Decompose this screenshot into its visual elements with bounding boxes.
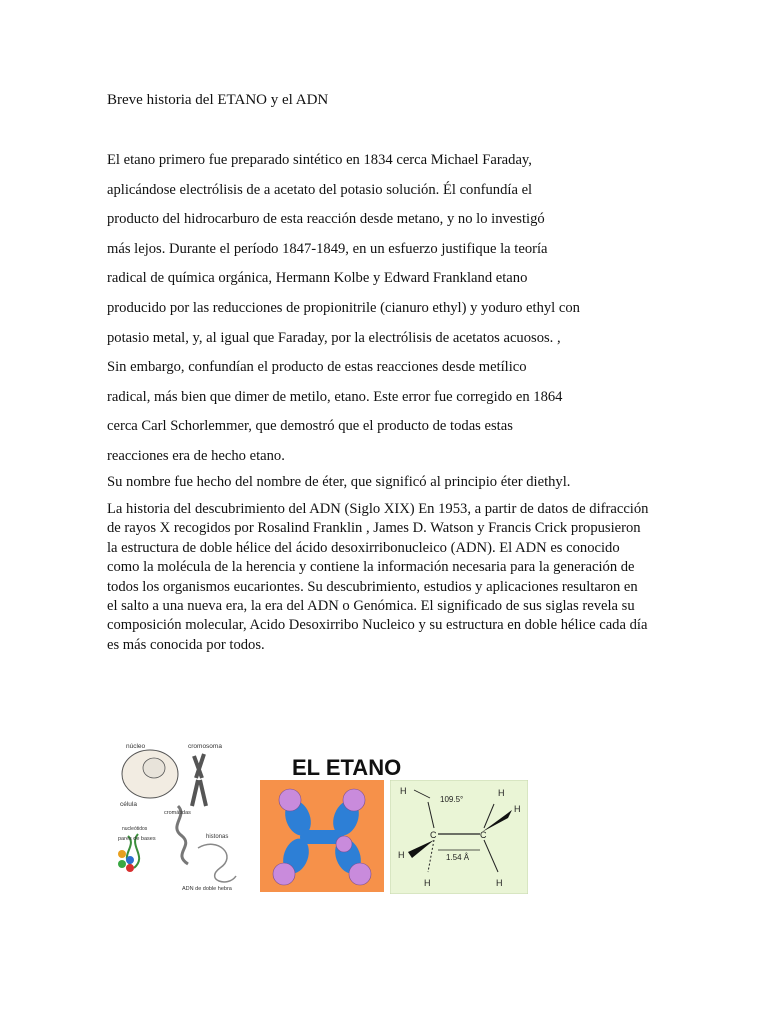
text-line: Sin embargo, confundían el producto de estas reacciones desde metílico [107,359,527,376]
text-line: potasio metal, y, al igual que Faraday, por la electrólisis de acetatos acuosos. , [107,329,561,346]
text-line: El etano primero fue preparado sintético en 1834 cerca Michael Faraday, [107,152,532,168]
atom-c: C [430,830,437,840]
ethane-title [290,752,430,782]
text-line: producto del hidrocarburo de esta reacción desde metano, y no lo investigó [107,211,545,228]
atom-h: H [498,788,505,798]
text-line: es más conocida por todos. [107,636,265,653]
base-dot [118,860,126,868]
text-line: el salto a una nueva era, la era del ADN o Genómica. El significado de sus siglas revela su [107,597,635,614]
text-line: todos los organismos eucariontes. Su descubrimiento, estudios y aplicaciones resultaron en [107,578,638,595]
text-line: como la molécula de la herencia y contiene la información necesaria para la generación de [107,559,635,576]
hydrogen-atom [279,789,301,811]
atom-h: H [514,804,521,814]
text-line: reacciones era de hecho etano. [107,447,285,464]
ethane-structure-diagram [390,780,528,894]
atom-h: H [398,850,405,860]
nucleus-shape [143,758,165,778]
label-nucleus: núcleo [126,743,146,750]
document-title: Breve historia del ETANO y el ADN [107,92,329,108]
hydrogen-atom [273,863,295,885]
chromosome-shape [192,754,206,806]
bond-length-label: 1.54 Å [446,853,470,862]
bond-angle-label: 109.5° [440,795,464,804]
text-line: radical de química orgánica, Hermann Kolbe y Edward Frankland etano [107,270,528,287]
text-line: más lejos. Durante el período 1847-1849, en un esfuerzo justifique la teoría [107,240,548,257]
label-base-pairs: pares de bases [118,836,156,842]
hydrogen-atom [343,789,365,811]
label-cell: célula [120,801,137,808]
text-line: de rayos X recogidos por Rosalind Franklin , James D. Watson y Francis Crick propusieron [107,520,641,537]
atom-h: H [424,878,431,888]
label-histones: histonas [206,834,229,840]
text-line: radical, más bien que dimer de metilo, etano. Este error fue corregido en 1864 [107,388,563,405]
label-chromatids: cromátidas [164,810,191,816]
label-nucleotides: nucleótidos [122,826,148,832]
paragraph-ethane-history [107,148,627,474]
text-line: composición molecular, Acido Desoxirribo Nucleico y su estructura en doble hélice cada día [107,617,648,634]
text-line: la estructura de doble hélice del ácido desoxirribonucleico (ADN). El ADN es conocido [107,539,620,556]
text-line: La historia del descubrimiento del ADN (Siglo XIX) En 1953, a partir de datos de difracción [107,501,649,517]
text-line: producido por las reducciones de propionitrile (cianuro ethyl) y yoduro ethyl con [107,299,580,316]
atom-h: H [400,786,407,796]
atom-h: H [496,878,503,888]
paragraph-dna-history [107,500,667,655]
base-dot [118,850,126,858]
base-dot [126,864,134,872]
hydrogen-atom [349,863,371,885]
paragraph-ether-name: Su nombre fue hecho del nombre de éter, que significó al principio éter diethyl. [107,474,571,490]
text-line: cerca Carl Schorlemmer, que demostró que el producto de todas estas [107,418,513,435]
dna-illustration [108,736,256,896]
ethane-3d-model [260,780,384,892]
label-double-strand-dna: ADN de doble hebra [182,886,232,892]
hydrogen-atom [336,836,352,852]
histone-coil [198,844,236,882]
text-line: aplicándose electrólisis de a acetato del potasio solución. Él confundía el [107,181,533,198]
atom-c: C [480,830,487,840]
base-dot [126,856,134,864]
label-chromosome: cromosoma [188,743,222,750]
ethane-title-text: EL ETANO [292,755,402,780]
